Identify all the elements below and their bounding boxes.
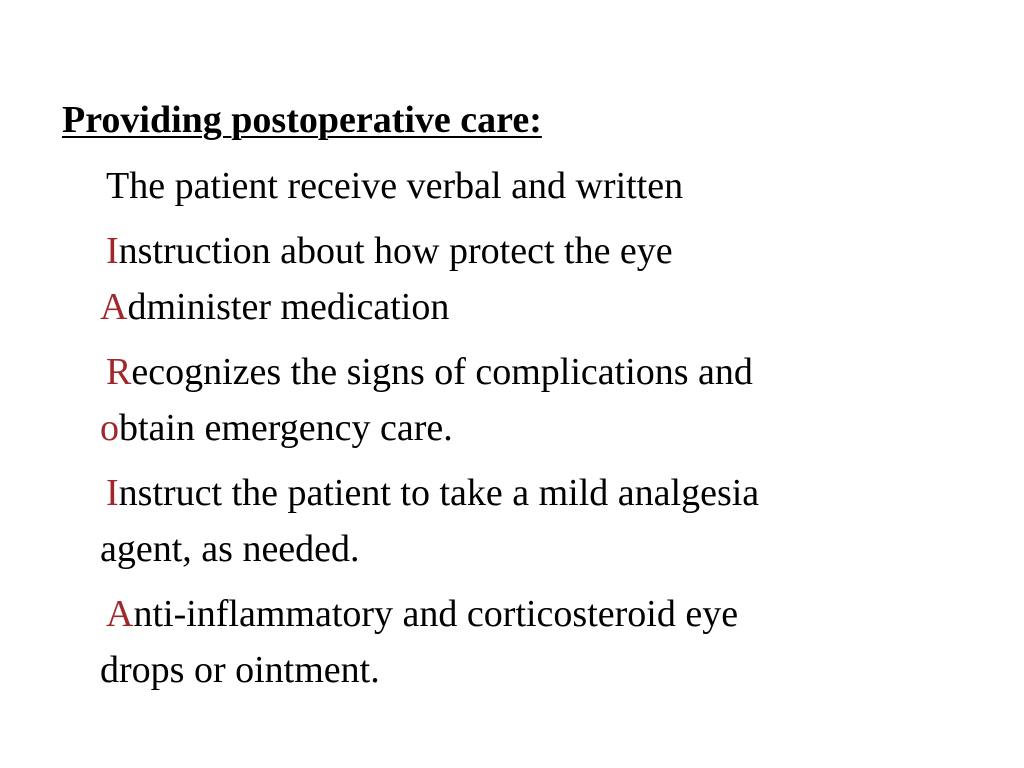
content-line-5 — [100, 406, 453, 452]
line-text: nstruction about how protect the eye — [118, 230, 673, 272]
line-text: nti-inflammatory and corticosteroid eye — [133, 593, 739, 635]
line-text: The patient receive verbal and written — [106, 165, 684, 207]
line-initial: o — [100, 407, 119, 449]
line-text: agent, as needed. — [100, 528, 360, 570]
line-initial: A — [106, 593, 134, 635]
content-line-7 — [100, 527, 360, 573]
line-text: drops or ointment. — [100, 649, 380, 691]
line-initial: I — [106, 472, 119, 514]
line-text: btain emergency care. — [119, 407, 453, 449]
content-line-1 — [106, 164, 683, 210]
content-line-2 — [106, 229, 673, 275]
content-line-9 — [100, 648, 380, 694]
slide-heading: Providing postoperative care: — [62, 99, 542, 141]
line-text: dminister medication — [127, 286, 450, 328]
line-text: nstruct the patient to take a mild analgesia — [118, 472, 760, 514]
content-line-8 — [106, 592, 738, 638]
content-line-6 — [106, 471, 759, 517]
line-text: ecognizes the signs of complications and — [131, 351, 753, 393]
content-line-3 — [100, 285, 449, 331]
content-line-4 — [106, 350, 753, 396]
line-initial: A — [100, 286, 128, 328]
line-initial: R — [106, 351, 132, 393]
line-initial: I — [106, 230, 119, 272]
